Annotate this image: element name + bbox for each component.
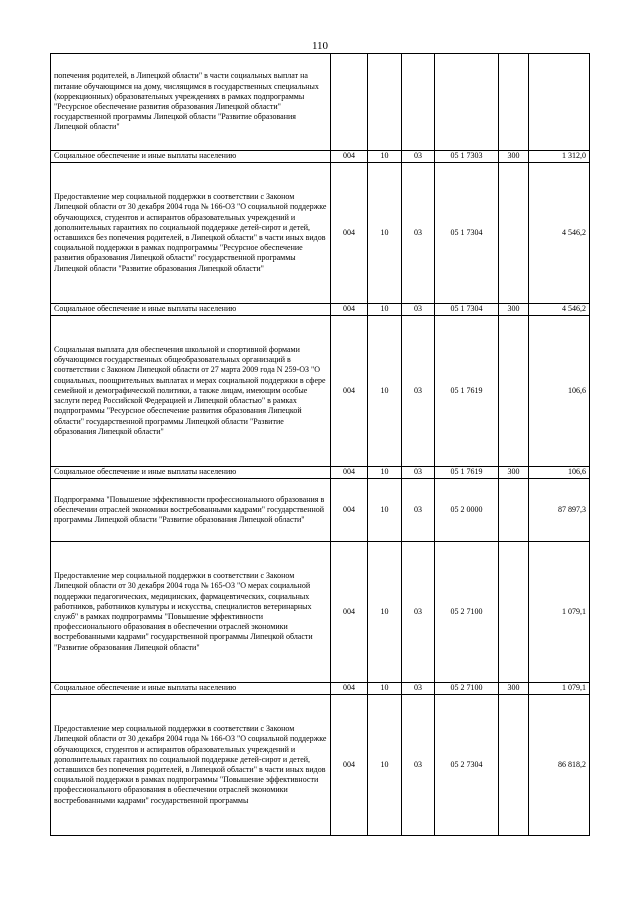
section-code-cell: 10 [368,467,402,479]
ministry-code-cell: 004 [331,151,368,163]
subsection-code-cell [402,54,435,151]
target-article-cell: 05 1 7304 [435,163,499,304]
subsection-code-cell: 03 [402,151,435,163]
amount-cell: 4 546,2 [529,304,590,316]
ministry-code-cell: 004 [331,163,368,304]
expense-type-cell [499,542,529,683]
expense-type-cell: 300 [499,467,529,479]
section-code-cell: 10 [368,542,402,683]
ministry-code-cell: 004 [331,695,368,836]
table-row [51,467,590,479]
subsection-code-cell: 03 [402,467,435,479]
expense-type-cell [499,163,529,304]
page-number: 110 [311,40,329,52]
table-row [51,163,590,304]
subsection-code-cell: 03 [402,316,435,467]
section-code-cell: 10 [368,316,402,467]
row-name-cell: Предоставление мер социальной поддержки в соответствии с Законом Липецкой области от 30 декабря 2004 года № 165-ОЗ "О мерах социальной поддержки педагогических, медицинских, фармацевтических, социальных работников, работников культуры и искусства, специалистов ветеринарных служб" в рамках подпрограммы "Повышение эффективности профессионального образования в обеспечении отраслей экономики востребованными кадрами" государственной программы Липецкой области "Развитие образования Липецкой области" [51,542,331,683]
row-name-cell: Социальное обеспечение и иные выплаты населению [51,683,331,695]
amount-cell: 1 312,0 [529,151,590,163]
section-code-cell [368,54,402,151]
table-row [51,542,590,683]
table-row [51,479,590,542]
expense-type-cell: 300 [499,683,529,695]
row-name-cell: Предоставление мер социальной поддержки в соответствии с Законом Липецкой области от 30 декабря 2004 года № 166-ОЗ "О социальной поддержке обучающихся, студентов и аспирантов образовательных учреждений и дополнительных гарантиях по социальной поддержке детей-сирот и детей, оставшихся без попечения родителей, в Липецкой области" в части иных видов социальной поддержки в рамках подпрограммы "Ресурсное обеспечение развития образования Липецкой области" государственной программы Липецкой области "Развитие образования Липецкой области" [51,163,331,304]
ministry-code-cell [331,54,368,151]
expense-type-cell [499,695,529,836]
ministry-code-cell: 004 [331,304,368,316]
target-article-cell: 05 2 7304 [435,695,499,836]
target-article-cell: 05 2 0000 [435,479,499,542]
amount-cell: 106,6 [529,316,590,467]
amount-cell: 4 546,2 [529,163,590,304]
row-name-cell: Социальное обеспечение и иные выплаты населению [51,467,331,479]
expense-type-cell [499,479,529,542]
amount-cell [529,54,590,151]
subsection-code-cell: 03 [402,479,435,542]
target-article-cell: 05 2 7100 [435,542,499,683]
target-article-cell: 05 1 7619 [435,467,499,479]
subsection-code-cell: 03 [402,304,435,316]
ministry-code-cell: 004 [331,479,368,542]
section-code-cell: 10 [368,151,402,163]
expense-type-cell [499,54,529,151]
ministry-code-cell: 004 [331,467,368,479]
budget-table [50,53,590,836]
amount-cell: 106,6 [529,467,590,479]
table-row [51,316,590,467]
row-name-cell: Социальное обеспечение и иные выплаты населению [51,304,331,316]
section-code-cell: 10 [368,479,402,542]
table-row [51,54,590,151]
section-code-cell: 10 [368,163,402,304]
ministry-code-cell: 004 [331,542,368,683]
target-article-cell: 05 2 7100 [435,683,499,695]
amount-cell: 86 818,2 [529,695,590,836]
table-row [51,304,590,316]
subsection-code-cell: 03 [402,163,435,304]
section-code-cell: 10 [368,683,402,695]
table-row [51,151,590,163]
amount-cell: 1 079,1 [529,683,590,695]
target-article-cell: 05 1 7619 [435,316,499,467]
section-code-cell: 10 [368,304,402,316]
expense-type-cell: 300 [499,151,529,163]
target-article-cell: 05 1 7304 [435,304,499,316]
table-row [51,695,590,836]
subsection-code-cell: 03 [402,695,435,836]
section-code-cell: 10 [368,695,402,836]
target-article-cell [435,54,499,151]
ministry-code-cell: 004 [331,683,368,695]
amount-cell: 87 897,3 [529,479,590,542]
amount-cell: 1 079,1 [529,542,590,683]
target-article-cell: 05 1 7303 [435,151,499,163]
expense-type-cell: 300 [499,304,529,316]
expense-type-cell [499,316,529,467]
row-name-cell: Социальная выплата для обеспечения школьной и спортивной формами обучающимся государственных общеобразовательных организаций в соответствии с Законом Липецкой области от 27 марта 2009 года N 259-ОЗ "О социальных, поощрительных выплатах и мерах социальной поддержки в сфере семейной и демографической политики, а также лицам, имеющим особые заслуги перед Российской Федерацией и Липецкой областью" в рамках подпрограммы "Ресурсное обеспечение развития образования Липецкой области" государственной программы Липецкой области "Развитие образования Липецкой области" [51,316,331,467]
row-name-cell: Социальное обеспечение и иные выплаты населению [51,151,331,163]
row-name-cell: попечения родителей, в Липецкой области" в части социальных выплат на питание обучающимся на дому, числящимся в государственных специальных (коррекционных) образовательных учреждениях в рамках подпрограммы "Ресурсное обеспечение развития образования Липецкой области" государственной программы Липецкой области "Развитие образования Липецкой области" [51,54,331,151]
row-name-cell: Предоставление мер социальной поддержки в соответствии с Законом Липецкой области от 30 декабря 2004 года № 166-ОЗ "О социальной поддержке обучающихся, студентов и аспирантов образовательных учреждений и дополнительных гарантиях по социальной поддержке детей-сирот и детей, оставшихся без попечения родителей, в Липецкой области" в части иных видов социальной поддержки в рамках подпрограммы "Повышение эффективности профессионального образования в обеспечении отраслей экономики востребованными кадрами" государственной программы [51,695,331,836]
table-row [51,683,590,695]
subsection-code-cell: 03 [402,542,435,683]
subsection-code-cell: 03 [402,683,435,695]
row-name-cell: Подпрограмма "Повышение эффективности профессионального образования в обеспечении отраслей экономики востребованными кадрами" государственной программы Липецкой области "Развитие образования Липецкой области" [51,479,331,542]
ministry-code-cell: 004 [331,316,368,467]
